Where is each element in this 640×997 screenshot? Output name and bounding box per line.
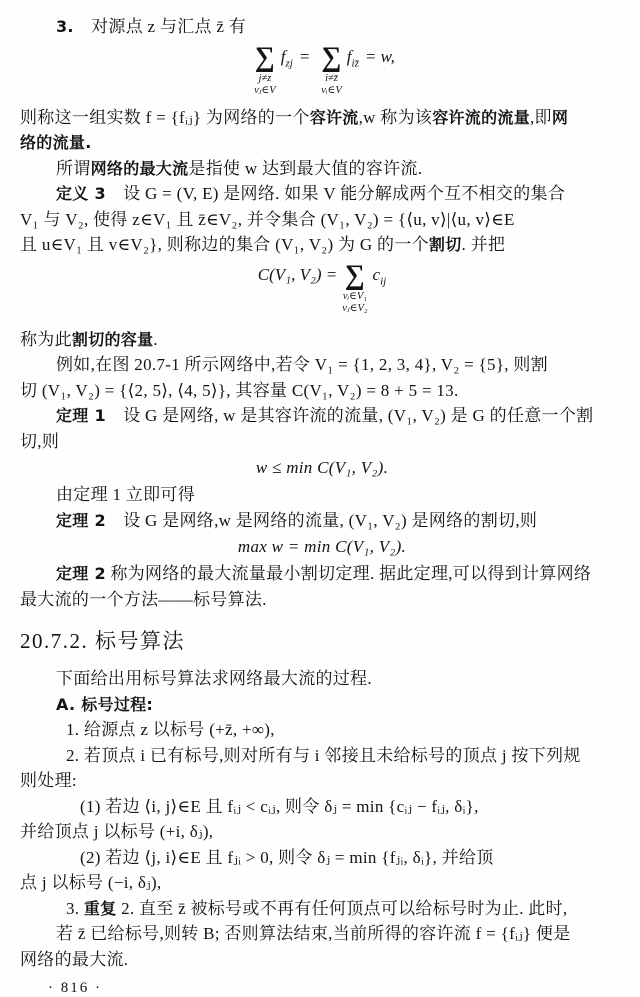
sum-limit-line: i≠z̄ xyxy=(325,72,338,84)
formula-term: $f_{iz̄}$ xyxy=(346,46,359,69)
text-line xyxy=(20,508,624,534)
sum-limit-line: vᵢ∈V₁ xyxy=(342,290,367,302)
text-segment: 2. 直至 z̄ 被标号或不再有任何顶点可以给标号时为止. 此时, xyxy=(116,898,568,918)
text-segment: 所谓 xyxy=(56,158,91,178)
sum-limit-line: vⱼ∈V xyxy=(254,85,276,97)
text-segment: 则称这一组实数 f = {fᵢⱼ} 为网络的一个 xyxy=(20,107,310,127)
keyword-bold: 络的流量. xyxy=(20,133,92,152)
text-segment: ,即 xyxy=(530,107,552,127)
sum-limits xyxy=(321,73,342,98)
text-line xyxy=(20,378,624,404)
summation xyxy=(321,43,342,99)
formula-term: $c_{ij}$ xyxy=(372,264,387,287)
sum-limits xyxy=(254,73,276,98)
definition-label: 定义 3 xyxy=(56,184,106,203)
text-segment: 3. xyxy=(66,898,84,918)
sum-limits xyxy=(342,291,367,316)
text-segment: 1. 给源点 z 以标号 (+z̄, +∞), xyxy=(66,720,275,739)
text-segment: 切,则 xyxy=(20,431,60,451)
text-segment: 设 G = (V, E) 是网络. 如果 V 能分解成两个互不相交的集合 xyxy=(105,184,566,203)
text-line xyxy=(20,896,624,922)
text-segment: 是指使 w 达到最大值的容许流. xyxy=(188,158,423,178)
text-segment: 网络的最大流. xyxy=(20,949,129,969)
text-line xyxy=(20,232,624,258)
sum-limit-line: vᵢ∈V xyxy=(321,85,342,97)
text-segment: 由定理 1 立即可得 xyxy=(56,485,195,504)
text-line xyxy=(20,105,624,131)
text-line xyxy=(20,768,624,794)
sigma-symbol: ∑ xyxy=(254,41,275,73)
text-line xyxy=(20,429,624,455)
keyword-bold: 容许流的流量 xyxy=(432,107,530,127)
text-segment: . 并把 xyxy=(461,235,506,254)
sigma-symbol: ∑ xyxy=(321,41,342,73)
sigma-symbol: ∑ xyxy=(344,259,365,291)
text-segment: (1) 若边 ⟨i, j⟩∈E 且 fᵢⱼ < cᵢⱼ, 则令 δⱼ = min {cᵢⱼ − fᵢⱼ, δᵢ}, xyxy=(80,796,479,816)
theorem-label: 定理 2 xyxy=(56,510,106,530)
keyword-bold: 网 xyxy=(551,107,569,127)
list-number: 3. xyxy=(56,17,74,36)
display-formula-cut-capacity xyxy=(20,261,624,325)
text-line xyxy=(20,587,624,613)
text-segment: V₁ 与 V₂, 使得 z∈V₁ 且 z̄∈V₂, 并令集合 (V₁, V₂) = {⟨u, v⟩|⟨u, v⟩∈E xyxy=(20,209,515,229)
formula-term: $f_{zj}$ xyxy=(280,46,293,69)
text-line xyxy=(20,327,624,353)
text-line xyxy=(20,947,624,973)
text-line xyxy=(20,845,624,871)
summation xyxy=(342,261,367,317)
text-line xyxy=(20,207,624,233)
text-segment: 最大流的一个方法——标号算法. xyxy=(20,589,267,609)
text-segment: 设 G 是网络,w 是网络的流量, (V₁, V₂) 是网络的割切,则 xyxy=(105,510,538,530)
text-line xyxy=(20,403,624,429)
text-segment: 下面给出用标号算法求网络最大流的过程. xyxy=(56,669,372,688)
formula-lhs: C(V₁, V₂) = xyxy=(257,264,338,284)
text-line xyxy=(20,352,624,378)
text-segment: 对源点 z 与汇点 z̄ 有 xyxy=(73,17,247,36)
text-segment: 称为此 xyxy=(20,329,72,349)
text-line xyxy=(20,870,624,896)
text-line xyxy=(20,692,624,718)
text-line xyxy=(20,743,624,769)
text-line xyxy=(20,561,624,587)
keyword-bold: 容许流 xyxy=(309,107,359,127)
text-line xyxy=(20,482,624,508)
text-line xyxy=(20,14,624,40)
text-segment: 点 j 以标号 (−i, δⱼ), xyxy=(20,873,162,892)
display-formula-w-min-cut: w ≤ min C(V₁, V₂). xyxy=(255,458,389,477)
text-segment: ,w 称为该 xyxy=(358,107,433,127)
text-segment: 若 z̄ 已给标号,则转 B; 否则算法结束,当前所得的容许流 f = {fᵢⱼ} 便是 xyxy=(56,924,571,943)
text-line xyxy=(20,666,624,692)
text-line xyxy=(20,794,624,820)
summation xyxy=(254,43,276,99)
text-segment: 则处理: xyxy=(20,771,77,790)
text-segment: 并给顶点 j 以标号 (+i, δⱼ), xyxy=(20,822,214,841)
text-segment: 例如,在图 20.7-1 所示网络中,若令 V₁ = {1, 2, 3, 4}, V₂ = {5}, 则割 xyxy=(56,355,548,374)
text-line xyxy=(20,717,624,743)
text-line xyxy=(20,156,624,182)
keyword-bold: 网络的最大流 xyxy=(90,158,189,178)
text-segment: 切 (V₁, V₂) = {⟨2, 5⟩, ⟨4, 5⟩}, 其容量 C(V₁, V₂) = 8 + 5 = 13. xyxy=(20,380,459,400)
text-segment: 设 G 是网络, w 是其容许流的流量, (V₁, V₂) 是 G 的任意一个割 xyxy=(105,406,594,425)
sum-limit-line: j≠z xyxy=(258,72,272,84)
display-formula-flow-sum xyxy=(20,43,624,103)
text-segment: (2) 若边 ⟨j, i⟩∈E 且 fⱼᵢ > 0, 则令 δⱼ = min {fⱼᵢ, δᵢ}, 并给顶 xyxy=(80,847,494,867)
keyword-bold: 割切的容量 xyxy=(71,329,154,349)
display-formula-maxflow-mincut: max w = min C(V₁, V₂). xyxy=(237,537,407,556)
text-line xyxy=(20,819,624,845)
text-segment: 称为网络的最大流量最小割切定理. 据此定理,可以得到计算网络 xyxy=(105,564,592,583)
section-heading: 20.7.2. 标号算法 xyxy=(20,629,185,653)
theorem-label: 定理 1 xyxy=(56,406,106,425)
formula-result: = w, xyxy=(364,46,395,66)
theorem-label: 定理 2 xyxy=(56,564,106,583)
keyword-bold: 重复 xyxy=(83,898,117,918)
keyword-bold: 割切 xyxy=(428,235,462,254)
sum-limit-line: vⱼ∈V₂ xyxy=(342,303,368,315)
text-segment: . xyxy=(153,329,158,349)
page-number: · 816 · xyxy=(48,980,102,996)
text-line xyxy=(20,130,624,156)
text-line xyxy=(20,921,624,947)
text-segment: 且 u∈V₁ 且 v∈V₂}, 则称边的集合 (V₁, V₂) 为 G 的一个 xyxy=(20,235,429,254)
text-line xyxy=(20,181,624,207)
step-label: A. 标号过程: xyxy=(56,694,154,714)
text-segment: 2. 若顶点 i 已有标号,则对所有与 i 邻接且未给标号的顶点 j 按下列规 xyxy=(66,745,581,765)
equals-sign: = xyxy=(298,46,311,66)
